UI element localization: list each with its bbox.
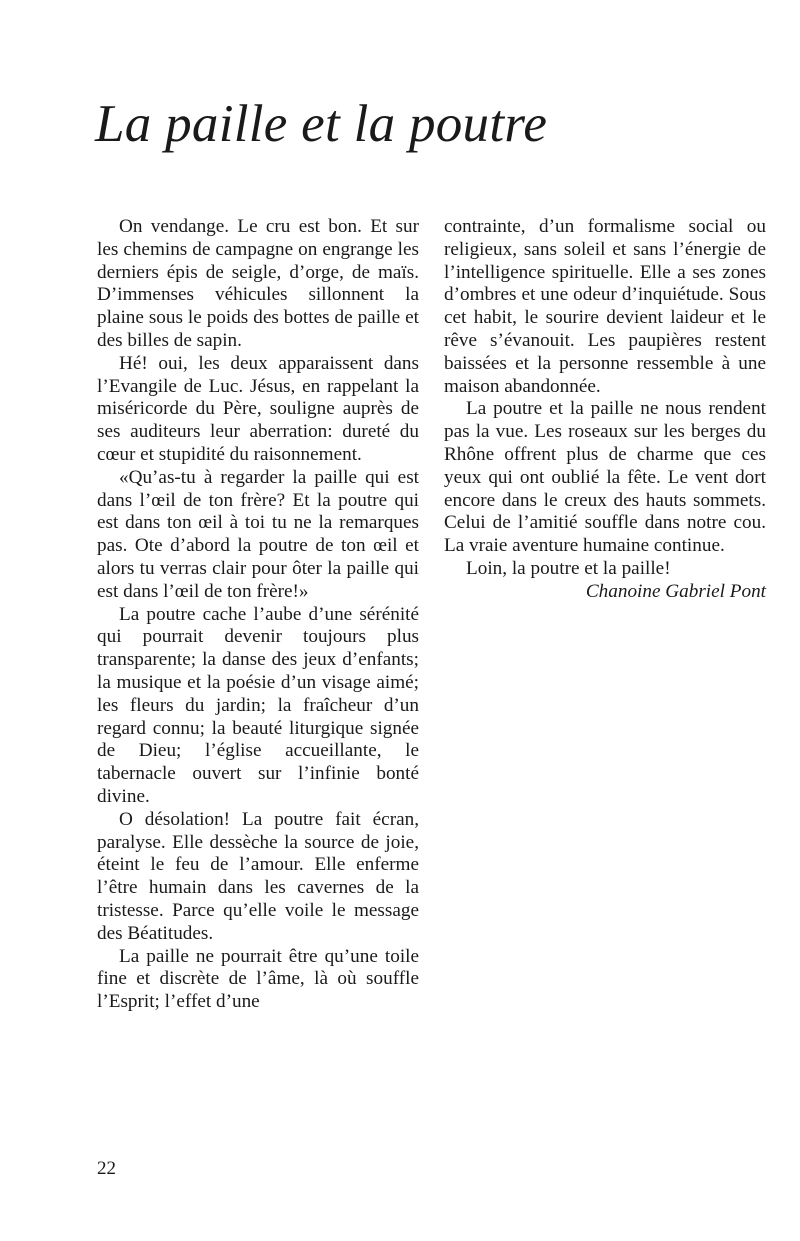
right-text-column bbox=[444, 216, 766, 604]
paragraph: La poutre cache l’aube d’une sérénité qui pourrait devenir toujours plus transparente; la danse des jeux d’enfants; la musique et la poésie d’un visage aimé; les fleurs du jardin; la fraîcheur d’un regard connu; la beauté liturgique signée de Dieu; l’église accueillante, le tabernacle ouvert sur l’infinie bonté divine. bbox=[97, 603, 419, 807]
paragraph: La poutre et la paille ne nous rendent pas la vue. Les roseaux sur les berges du Rhône offrent plus de charme que ces yeux qui ont oublié la fête. Le vent dort encore dans le creux des hauts sommets. Celui de l’amitié souffle dans notre cou. La vraie aventure humaine continue. bbox=[444, 398, 766, 557]
article-title: La paille et la poutre bbox=[95, 95, 548, 153]
paragraph-continuation: contrainte, d’un formalisme social ou religieux, sans soleil et sans l’énergie de l’intelligence spirituelle. Elle a ses zones d’ombres et une odeur d’inquiétude. Sous cet habit, le sourire devient laideur et le rêve s’évanouit. Les paupières restent baissées et la personne ressemble à une maison abandonnée. bbox=[444, 216, 766, 397]
paragraph: O désolation! La poutre fait écran, paralyse. Elle dessèche la source de joie, éteint le feu de l’amour. Elle enferme l’être humain dans les cavernes de la tristesse. Parce qu’elle voile le message des Béatitudes. bbox=[97, 808, 419, 944]
paragraph: Loin, la poutre et la paille! bbox=[466, 557, 671, 579]
author-signature: Chanoine Gabriel Pont bbox=[585, 580, 766, 602]
page-number: 22 bbox=[97, 1158, 116, 1179]
paragraph: Hé! oui, les deux apparaissent dans l’Evangile de Luc. Jésus, en rappelant la miséricorde du Père, souligne auprès de ses auditeurs leur aberration: dureté du cœur et stupidité du raisonnement. bbox=[97, 352, 419, 465]
quote-paragraph: «Qu’as-tu à regarder la paille qui est dans l’œil de ton frère? Et la poutre qui est dans ton œil à toi tu ne la remarques pas. Ote d’abord la poutre de ton œil et alors tu verras clair pour ôter la paille qui est dans l’œil de ton frère!» bbox=[97, 466, 419, 602]
paragraph: La paille ne pourrait être qu’une toile fine et discrète de l’âme, là où souffle l’Esprit; l’effet d’une bbox=[97, 945, 419, 1013]
paragraph: On vendange. Le cru est bon. Et sur les chemins de campagne on engrange les derniers épis de seigle, d’orge, de maïs. D’immenses véhicules sillonnent la plaine sous le poids des bottes de paille et des billes de sapin. bbox=[97, 216, 419, 351]
left-text-column bbox=[97, 216, 419, 1014]
